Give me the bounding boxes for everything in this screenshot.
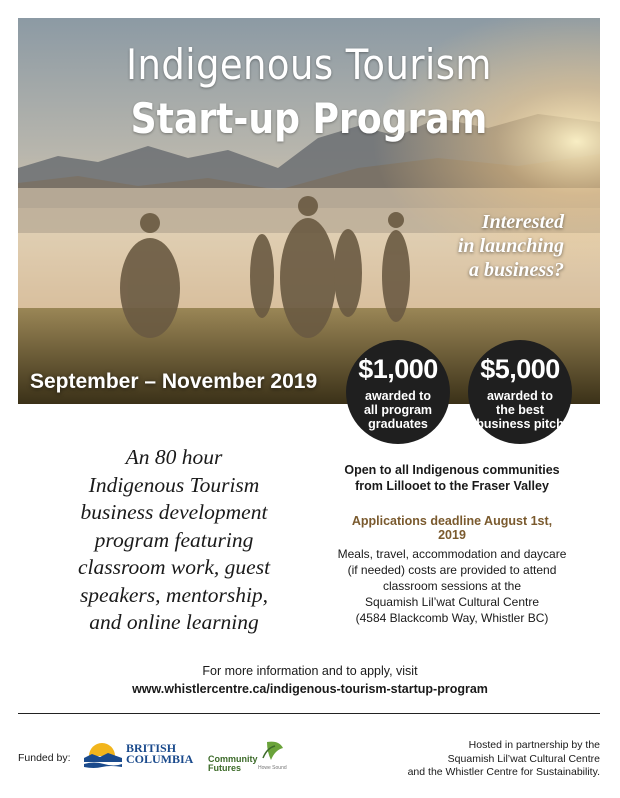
award-desc: awarded to: [487, 389, 553, 403]
description-line: speakers, mentorship,: [79, 582, 269, 607]
support-line: (4584 Blackcomb Way, Whistler BC): [355, 611, 549, 625]
tagline-line: a business?: [468, 259, 564, 281]
hosted-line: Hosted in partnership by the: [468, 739, 600, 751]
eligibility: [340, 462, 564, 494]
tagline-line: Interested: [481, 211, 564, 233]
program-description: [52, 444, 296, 637]
bc-logo-line: BRITISH: [126, 741, 177, 755]
award-amount: $5,000: [480, 354, 560, 384]
title-line-1: Indigenous Tourism: [126, 40, 492, 89]
support-line: (if needed) costs are provided to attend: [347, 563, 557, 577]
support-line: Squamish Lil’wat Cultural Centre: [364, 595, 540, 609]
description-line: Indigenous Tourism: [88, 472, 260, 497]
award-amount: $1,000: [358, 354, 438, 384]
support-line: classroom sessions at the: [382, 579, 522, 593]
program-dates: September – November 2019: [30, 370, 318, 393]
support-line: Meals, travel, accommodation and daycare: [337, 547, 567, 561]
cf-logo-sub: Howe Sound: [258, 765, 287, 771]
more-info-text: For more information and to apply, visit: [202, 664, 418, 678]
cf-logo-line: Community: [208, 754, 258, 764]
hosted-line: Squamish Lil’wat Cultural Centre: [447, 752, 600, 765]
funded-by-label: Funded by:: [18, 752, 71, 764]
tagline: [458, 210, 564, 282]
description-line: program featuring: [94, 527, 254, 552]
eligibility-line: from Lillooet to the Fraser Valley: [355, 479, 549, 493]
description-line: and online learning: [89, 610, 259, 634]
award-desc: awarded to: [365, 389, 431, 403]
description-line: classroom work, guest: [77, 555, 271, 579]
award-circle-pitch: [468, 340, 572, 444]
award-desc: the best: [496, 403, 544, 417]
hosted-line: and the Whistler Centre for Sustainability.: [407, 766, 600, 778]
application-deadline: Applications deadline August 1st, 2019: [351, 514, 553, 542]
award-desc: business pitch: [476, 417, 564, 431]
award-circle-graduates: [346, 340, 450, 444]
tagline-line: in launching: [457, 235, 564, 257]
bc-logo-line: COLUMBIA: [126, 752, 194, 766]
description-line: An 80 hour: [125, 445, 223, 469]
award-desc: graduates: [368, 417, 428, 431]
eligibility-line: Open to all Indigenous communities: [344, 463, 560, 477]
divider: [18, 713, 600, 714]
award-desc: all program: [363, 403, 433, 417]
cf-logo-line: Futures: [208, 763, 242, 773]
support-info: [330, 546, 574, 626]
description-line: business development: [80, 500, 268, 524]
bc-logo-text: [126, 743, 193, 765]
program-url-link[interactable]: www.whistlercentre.ca/indigenous-tourism-startup-program: [132, 682, 488, 696]
title-line-2: Start-up Program: [130, 94, 488, 143]
hosted-by: [408, 739, 600, 780]
